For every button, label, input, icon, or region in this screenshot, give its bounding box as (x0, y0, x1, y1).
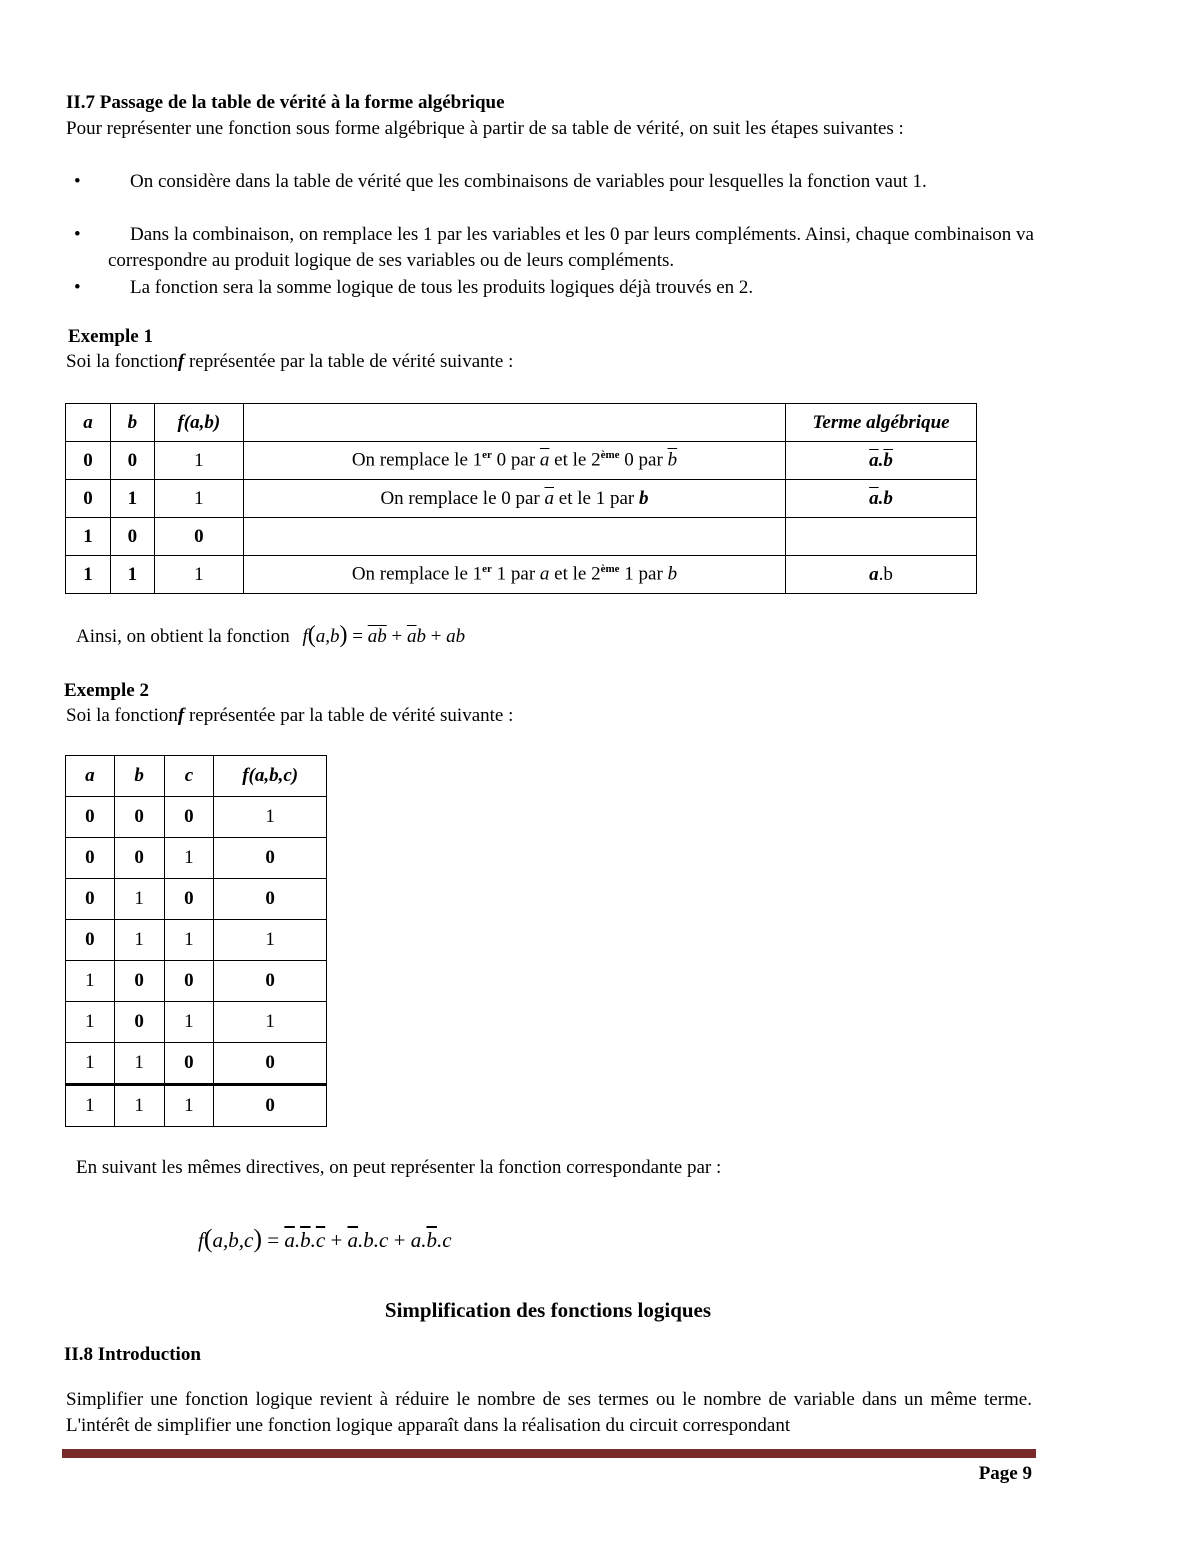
truth-table-1 (65, 403, 977, 594)
table-row (66, 480, 977, 518)
cell-c: 1 (164, 1085, 214, 1127)
cell-a: 0 (66, 480, 111, 518)
table-row (66, 838, 327, 879)
cell-c: 1 (164, 920, 214, 961)
table-row (66, 556, 977, 594)
header-a: a (66, 756, 115, 797)
table-row (66, 518, 977, 556)
list-item (66, 169, 1034, 195)
cell-b: 0 (114, 838, 164, 879)
truth-table-2 (65, 755, 327, 1127)
cell-term: $\overline{a}.b$ (786, 480, 977, 518)
cell-term: $\overline{a}.\overline{b}$ (786, 442, 977, 480)
table-row (66, 920, 327, 961)
page-number: Page 9 (978, 1463, 1032, 1484)
cell-f: 0 (154, 518, 243, 556)
example1-result: Ainsi, on obtient la fonction $f(a,b) = \overline{a}\overline{b} + \overline{a}b$ + ab (76, 622, 466, 648)
cell-c: 0 (164, 797, 214, 838)
simplification-title: Simplification des fonctions logiques (384, 1298, 712, 1322)
cell-b: 1 (114, 879, 164, 920)
example2-result: En suivant les mêmes directives, on peut représenter la fonction correspondante par : (76, 1157, 722, 1178)
table-row (66, 1043, 327, 1085)
cell-a: 1 (66, 961, 115, 1002)
cell-f: 1 (214, 920, 327, 961)
cell-b: 0 (114, 1002, 164, 1043)
cell-desc (243, 518, 785, 556)
cell-a: 1 (66, 518, 111, 556)
cell-desc: On remplace le 0 par $\overline{a}$ et le 1 par b (243, 480, 785, 518)
section2-paragraph: Simplifier une fonction logique revient à réduire le nombre de ses termes ou le nombre de variable dans un même terme. L'intérêt de simplifier une fonction logique apparaît dans la réalisation du circuit correspondant (66, 1389, 1032, 1436)
bullet-icon: • (74, 171, 81, 192)
bullet-icon: • (74, 277, 81, 298)
example2-intro: Soi la fonctionf représentée par la table de vérité suivante : (66, 705, 514, 726)
example1-intro: Soi la fonctionf représentée par la table de vérité suivante : (66, 351, 514, 372)
cell-f: 0 (214, 879, 327, 920)
cell-a: 0 (66, 797, 115, 838)
cell-desc: On remplace le 1er 1 par a et le 2ème 1 par b (243, 556, 785, 594)
cell-b: 0 (110, 518, 154, 556)
cell-b: 0 (110, 442, 154, 480)
table-row (66, 961, 327, 1002)
cell-f: 0 (214, 1043, 327, 1085)
cell-b: 1 (110, 556, 154, 594)
header-term: Terme algébrique (786, 404, 977, 442)
cell-f: 1 (154, 442, 243, 480)
cell-a: 1 (66, 1002, 115, 1043)
cell-c: 1 (164, 1002, 214, 1043)
cell-f: 0 (214, 961, 327, 1002)
table-header-row (66, 404, 977, 442)
cell-c: 0 (164, 879, 214, 920)
header-a: a (66, 404, 111, 442)
section2-title: II.8 Introduction (64, 1344, 201, 1365)
header-f: f(a,b) (154, 404, 243, 442)
cell-b: 1 (114, 1043, 164, 1085)
step-text: On considère dans la table de vérité que les combinaisons de variables pour lesquelles la fonction vaut 1. (130, 171, 927, 192)
header-f: f(a,b,c) (214, 756, 327, 797)
table-row (66, 797, 327, 838)
header-c: c (164, 756, 214, 797)
cell-a: 0 (66, 442, 111, 480)
table-header-row (66, 756, 327, 797)
cell-f: 0 (214, 1085, 327, 1127)
footer-divider (62, 1449, 1036, 1458)
cell-a: 0 (66, 879, 115, 920)
list-item (66, 275, 1034, 301)
list-item (66, 222, 1034, 274)
example2-title: Exemple 2 (64, 680, 149, 701)
header-desc (243, 404, 785, 442)
header-b: b (110, 404, 154, 442)
bullet-icon: • (74, 224, 81, 245)
cell-b: 0 (114, 797, 164, 838)
table-row (66, 879, 327, 920)
cell-b: 0 (114, 961, 164, 1002)
cell-f: 1 (154, 556, 243, 594)
cell-term: a.b (786, 556, 977, 594)
cell-f: 1 (154, 480, 243, 518)
example1-title: Exemple 1 (68, 326, 153, 347)
cell-f: 1 (214, 797, 327, 838)
cell-a: 0 (66, 920, 115, 961)
cell-a: 1 (66, 1043, 115, 1085)
cell-c: 0 (164, 961, 214, 1002)
step-text: La fonction sera la somme logique de tous les produits logiques déjà trouvés en 2. (130, 277, 754, 298)
cell-b: 1 (114, 1085, 164, 1127)
step-text: Dans la combinaison, on remplace les 1 par les variables et les 0 par leurs compléments. Ainsi, chaque combinaison va correspondre au produit logique de ses variables ou de leurs compléments. (108, 224, 1034, 271)
table-row (66, 442, 977, 480)
cell-a: 1 (66, 1085, 115, 1127)
cell-term (786, 518, 977, 556)
cell-f: 1 (214, 1002, 327, 1043)
formula-2: $f(a,b,c) = \overline{a}.\overline{b}.\overline{c} + \overline{a}.b.c + a.\overline{b}.c$ (198, 1224, 452, 1253)
formula-1: $f(a,b) = \overline{a}\overline{b} + \overline{a}b$ + ab (302, 622, 466, 648)
section-title: II.7 Passage de la table de vérité à la forme algébrique (66, 92, 505, 113)
cell-f: 0 (214, 838, 327, 879)
intro-paragraph: Pour représenter une fonction sous forme algébrique à partir de sa table de vérité, on suit les étapes suivantes : (66, 118, 904, 139)
cell-a: 1 (66, 556, 111, 594)
cell-c: 0 (164, 1043, 214, 1085)
cell-c: 1 (164, 838, 214, 879)
cell-a: 0 (66, 838, 115, 879)
header-b: b (114, 756, 164, 797)
cell-desc: On remplace le 1er 0 par $\overline{a}$ et le 2ème 0 par $\overline{b}$ (243, 442, 785, 480)
cell-b: 1 (110, 480, 154, 518)
table-row (66, 1085, 327, 1127)
cell-b: 1 (114, 920, 164, 961)
table-row (66, 1002, 327, 1043)
